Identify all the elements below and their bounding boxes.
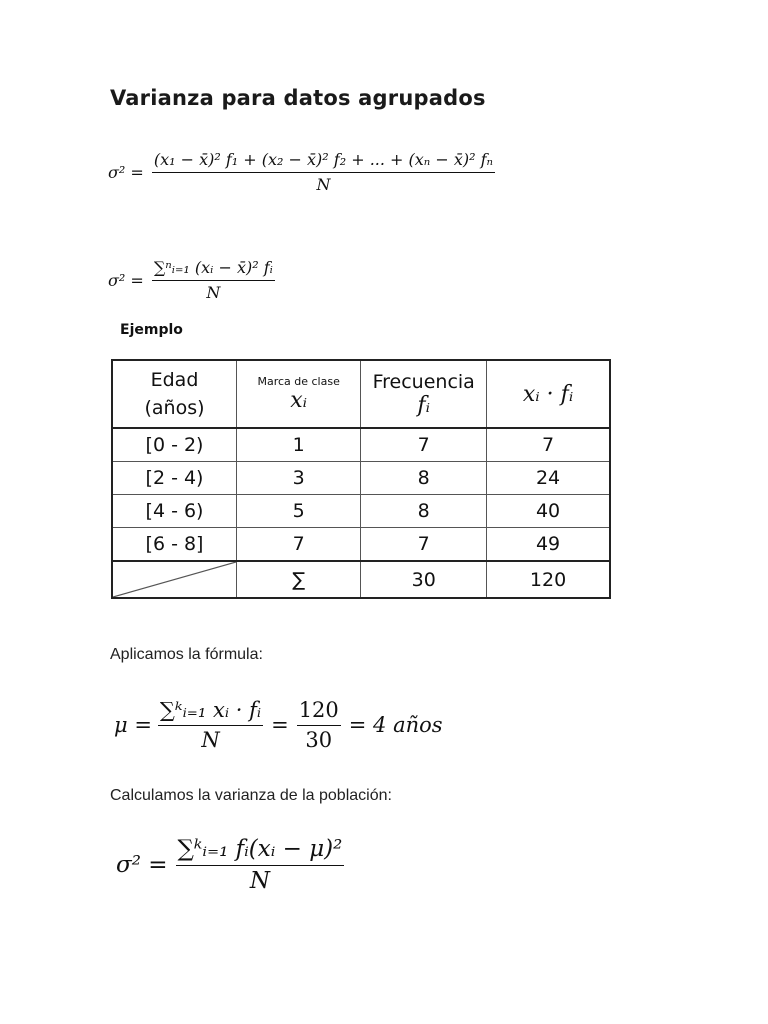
cell-interval: [6 - 8] <box>112 528 237 562</box>
formula1-lhs: σ² = <box>108 162 144 182</box>
header-frecuencia <box>361 360 487 428</box>
header-product <box>487 360 610 428</box>
apply-formula-text: Aplicamos la fórmula: <box>110 646 263 663</box>
page-title: Varianza para datos agrupados <box>110 86 486 110</box>
cell-f: 8 <box>361 495 487 528</box>
mean-den-value: 30 <box>305 728 333 752</box>
header-marca-label: Marca de clase <box>257 375 340 388</box>
population-variance-formula <box>116 836 344 894</box>
cell-xf: 40 <box>487 495 610 528</box>
formula2-lhs: σ² = <box>108 270 144 290</box>
variance-numerator: ∑ᵏᵢ₌₁ fᵢ(xᵢ − μ)² <box>176 836 345 866</box>
header-frecuencia-var: fᵢ <box>417 392 430 418</box>
cell-total-f: 30 <box>361 561 487 598</box>
cell-f: 7 <box>361 428 487 462</box>
header-product-label: xᵢ · fᵢ <box>522 381 574 407</box>
mean-formula <box>114 698 443 752</box>
formula1-numerator: (x₁ − x̄)² f₁ + (x₂ − x̄)² f₂ + ... + (xₙ − x̄)² fₙ <box>152 150 495 173</box>
example-label: Ejemplo <box>120 322 183 338</box>
cell-interval: [2 - 4) <box>112 462 237 495</box>
header-edad-unit: (años) <box>144 397 205 419</box>
header-edad <box>112 360 237 428</box>
cell-f: 8 <box>361 462 487 495</box>
variance-formula-expanded <box>108 150 495 194</box>
cell-interval: [0 - 2) <box>112 428 237 462</box>
table-row <box>112 528 610 562</box>
mean-lhs: μ = <box>114 713 152 737</box>
formula2-denominator: N <box>206 283 221 302</box>
table-row <box>112 495 610 528</box>
variance-intro-text: Calculamos la varianza de la población: <box>110 787 392 804</box>
cell-interval: [4 - 6) <box>112 495 237 528</box>
mean-num-value: 120 <box>297 698 341 726</box>
cell-x: 1 <box>237 428 361 462</box>
table-row <box>112 462 610 495</box>
table-row <box>112 428 610 462</box>
cell-x: 3 <box>237 462 361 495</box>
cell-total-xf: 120 <box>487 561 610 598</box>
cell-xf: 7 <box>487 428 610 462</box>
cell-sum-symbol: ∑ <box>237 561 361 598</box>
variance-denominator: N <box>249 868 270 894</box>
formula1-denominator: N <box>316 175 331 194</box>
mean-numerator: ∑ᵏᵢ₌₁ xᵢ · fᵢ <box>158 698 263 726</box>
cell-x: 7 <box>237 528 361 562</box>
header-marca <box>237 360 361 428</box>
mean-eq: = <box>271 713 289 737</box>
cell-x: 5 <box>237 495 361 528</box>
mean-result: = 4 años <box>348 713 443 737</box>
header-edad-label: Edad <box>150 369 199 391</box>
header-frecuencia-label: Frecuencia <box>372 370 475 393</box>
variance-lhs: σ² = <box>116 852 168 878</box>
diagonal-line <box>113 562 236 597</box>
formula2-numerator: ∑ⁿᵢ₌₁ (xᵢ − x̄)² fᵢ <box>152 258 275 281</box>
variance-formula-summation <box>108 258 275 302</box>
cell-f: 7 <box>361 528 487 562</box>
table-totals-row <box>112 561 610 598</box>
frequency-table <box>111 359 611 599</box>
header-marca-var: xᵢ <box>290 388 308 413</box>
cell-xf: 49 <box>487 528 610 562</box>
cell-xf: 24 <box>487 462 610 495</box>
mean-denominator: N <box>201 728 220 752</box>
cell-empty-diagonal <box>112 561 237 598</box>
table-header-row <box>112 360 610 428</box>
